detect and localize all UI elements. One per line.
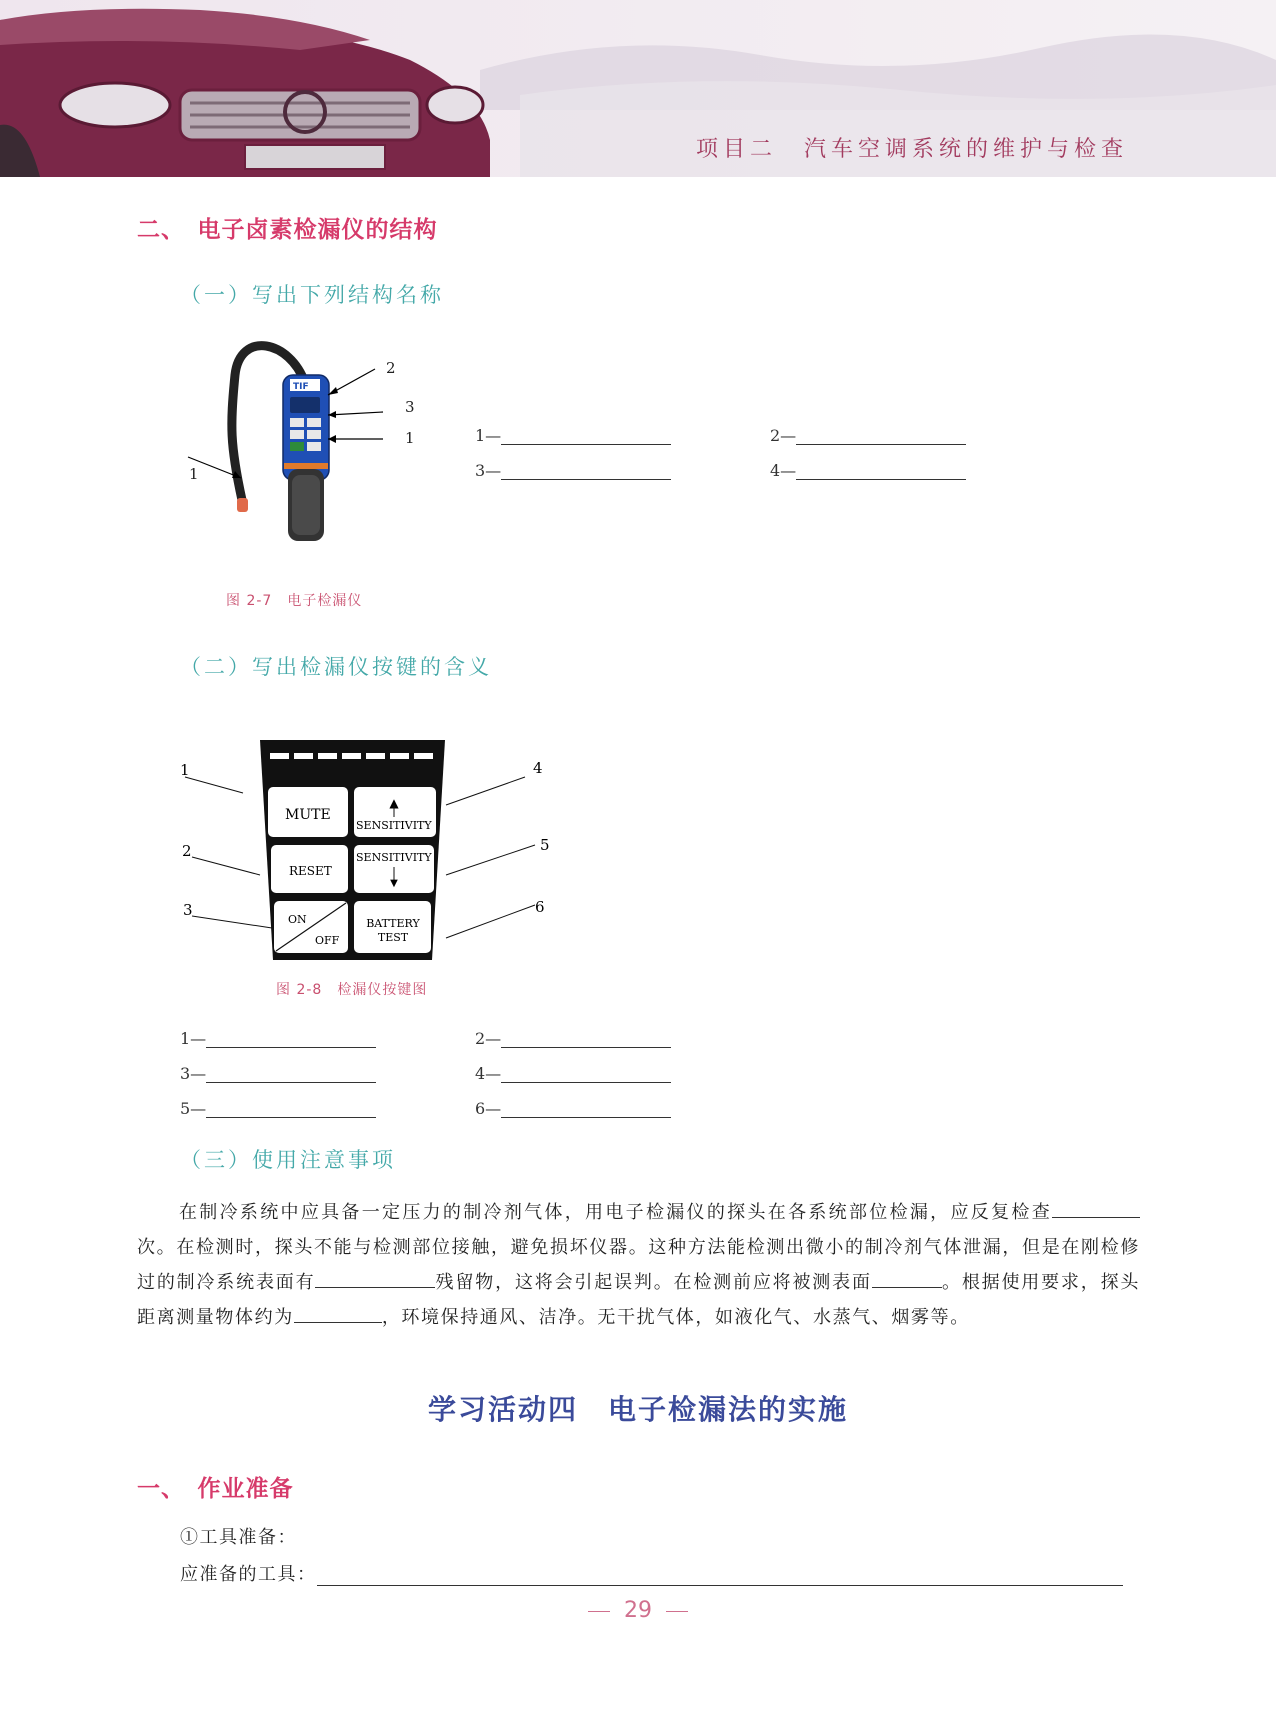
fill-blank-3[interactable] — [872, 1267, 942, 1288]
section-heading-structure: 二、 电子卤素检漏仪的结构 — [137, 217, 438, 243]
blank-key-5[interactable]: 5— — [180, 1099, 376, 1118]
fill-blank-1[interactable] — [1052, 1197, 1140, 1218]
blank-key-6[interactable]: 6— — [475, 1099, 671, 1118]
fig-label-1b: 1 — [189, 465, 199, 483]
keypad-label-2: 2 — [182, 842, 192, 860]
subheading-key-meanings: （二）写出检漏仪按键的含义 — [180, 655, 492, 679]
page-number: 29 — [0, 1598, 1276, 1623]
keypad-label-1: 1 — [180, 761, 190, 779]
key-reset-label: RESET — [289, 864, 332, 878]
fill-blank-2[interactable] — [315, 1267, 435, 1288]
key-test-label: TEST — [377, 931, 409, 944]
subheading-structure-names: （一）写出下列结构名称 — [180, 283, 444, 307]
figure-caption-2-7: 图 2-7 电子检漏仪 — [226, 593, 363, 609]
fig-label-2: 2 — [386, 359, 396, 377]
keypad-label-5: 5 — [540, 836, 550, 854]
blank-structure-2[interactable]: 2— — [770, 426, 966, 445]
arrow-up-icon: ▲ — [389, 796, 399, 810]
key-on-label: ON — [288, 913, 307, 926]
tools-fill-line[interactable] — [317, 1567, 1123, 1586]
blank-structure-3[interactable]: 3— — [475, 461, 671, 480]
key-mute-label: MUTE — [285, 807, 331, 823]
keypad-label-3: 3 — [183, 901, 193, 919]
key-sens-down-label: SENSITIVITY — [356, 851, 432, 864]
blank-structure-4[interactable]: 4— — [770, 461, 966, 480]
header-banner — [0, 0, 1276, 177]
blank-structure-1[interactable]: 1— — [475, 426, 671, 445]
chapter-title: 项目二 汽车空调系统的维护与检查 — [695, 137, 1128, 162]
keypad-label-4: 4 — [533, 759, 543, 777]
key-battery-label: BATTERY — [366, 917, 420, 930]
tool-prep-label: ①工具准备： — [180, 1527, 297, 1548]
blank-key-2[interactable]: 2— — [475, 1029, 671, 1048]
keypad-figure — [170, 735, 570, 965]
key-sens-up-label: SENSITIVITY — [356, 819, 432, 832]
leak-detector-figure — [180, 335, 430, 565]
tools-fill-row[interactable]: 应准备的工具： — [180, 1560, 1140, 1586]
blank-key-1[interactable]: 1— — [180, 1029, 376, 1048]
fig-label-1a: 1 — [405, 429, 415, 447]
activity-title: 学习活动四 电子检漏法的实施 — [427, 1393, 848, 1426]
fill-blank-4[interactable] — [294, 1302, 382, 1323]
fig-label-3: 3 — [405, 398, 415, 416]
section-heading-preparation: 一、 作业准备 — [137, 1476, 294, 1502]
subheading-precautions: （三）使用注意事项 — [180, 1148, 396, 1172]
key-off-label: OFF — [315, 934, 340, 947]
svg-text:TIF: TIF — [293, 382, 309, 392]
figure-caption-2-8: 图 2-8 检漏仪按键图 — [276, 982, 428, 998]
keypad-label-6: 6 — [535, 898, 545, 916]
precautions-paragraph: 在制冷系统中应具备一定压力的制冷剂气体，用电子检漏仪的探头在各系统部位检漏，应反复检查次。在检测时，探头不能与检测部位接触，避免损坏仪器。这种方法能检测出微小的制冷剂气体泄漏，但是在刚检修过的制冷系统表面有 残留物，这将会引起误判。在检测前应将被测表面 。根据使用要求，探头距离测量物体约为 ，环境保持通风、洁净。无干扰气体，如液化气、水蒸气、烟雾等。 — [137, 1195, 1140, 1335]
blank-key-4[interactable]: 4— — [475, 1064, 671, 1083]
arrow-down-icon: ▼ — [390, 878, 398, 889]
blank-key-3[interactable]: 3— — [180, 1064, 376, 1083]
